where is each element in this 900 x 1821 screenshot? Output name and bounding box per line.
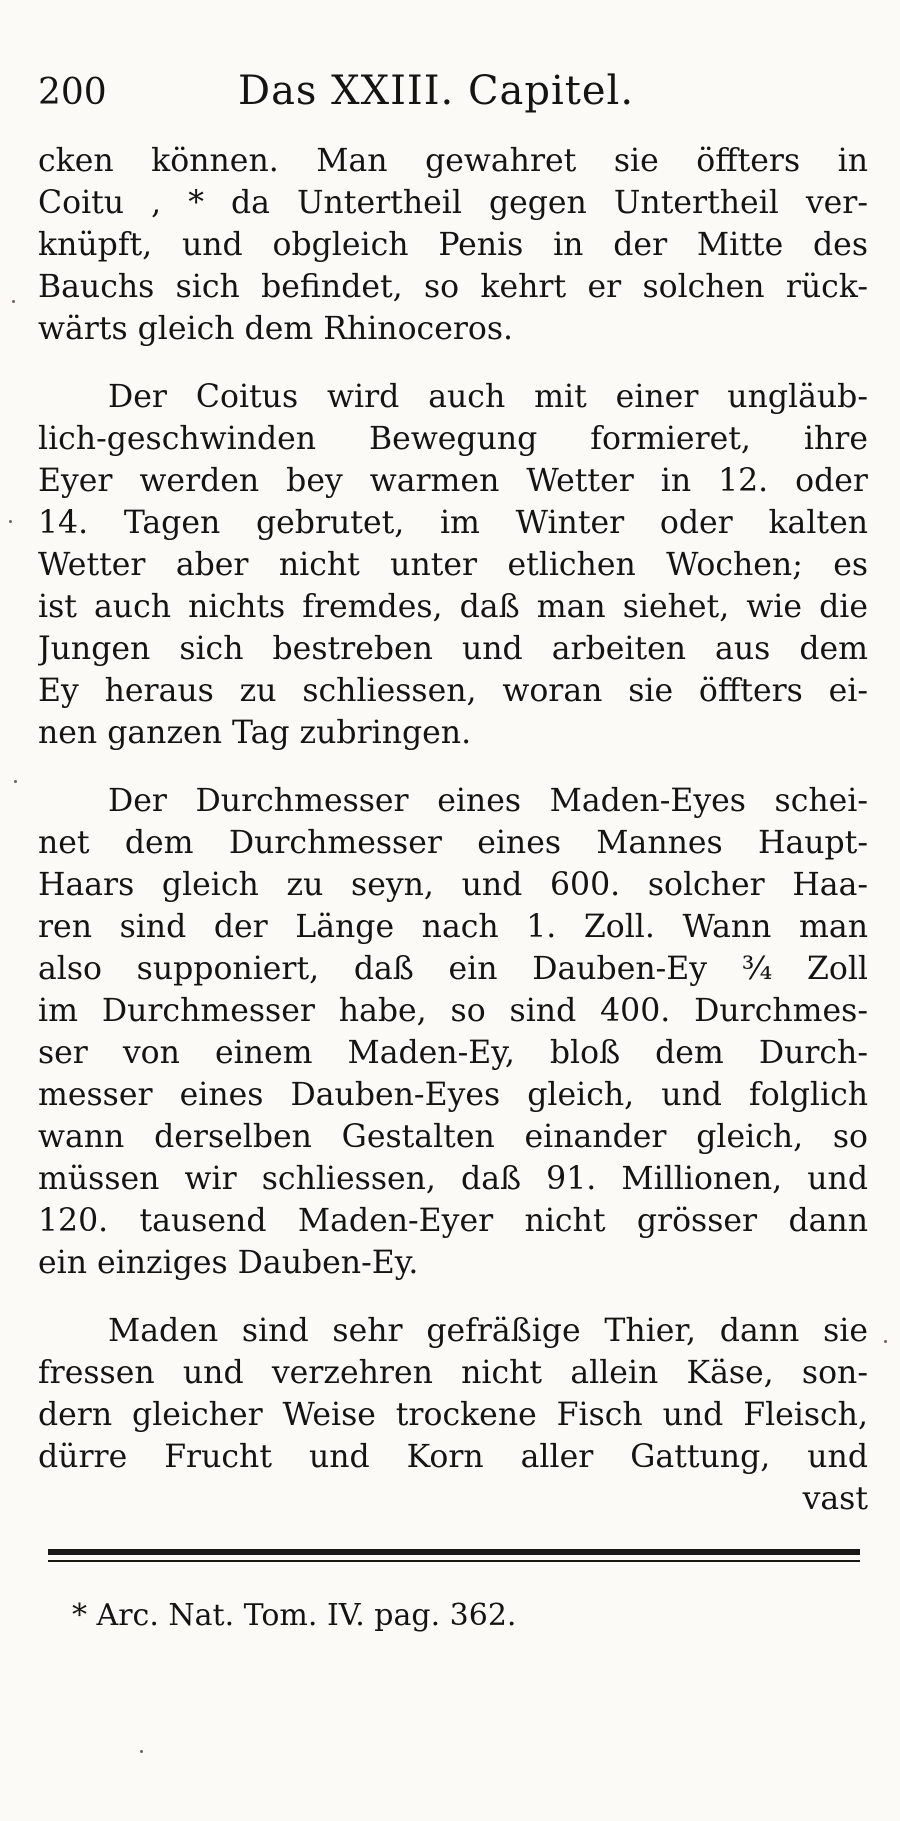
text-line: müssen wir schliessen, daß 91. Millionen, und [38,1161,868,1197]
paper-speck [12,300,15,303]
paper-speck [884,1340,887,1343]
paragraph [38,780,868,1284]
text-line: ein einziges Dauben-Ey. [38,1245,419,1281]
text-line: dern gleicher Weise trockene Fisch und Fleisch, [38,1397,868,1433]
text-line: Maden sind sehr gefräßige Thier, dann sie [108,1313,868,1349]
text-line: net dem Durchmesser eines Mannes Haupt- [38,825,868,861]
text-line: Der Coitus wird auch mit einer ungläub- [108,379,868,415]
page-number: 200 [38,72,107,113]
paper-speck [9,520,12,523]
paragraph [38,140,868,350]
text-line: Der Durchmesser eines Maden-Eyes schei- [108,783,868,819]
text-line: knüpft, und obgleich Penis in der Mitte des [38,227,868,263]
text-line: Wetter aber nicht unter etlichen Wochen; es [38,547,868,583]
text-line: messer eines Dauben-Eyes gleich, und folglich [38,1077,868,1113]
text-line: Jungen sich bestreben und arbeiten aus dem [38,631,868,667]
footnote-rule [48,1549,860,1555]
text-line: Ey heraus zu schliessen, woran sie öffters ei- [38,673,868,709]
text-line: ist auch nichts fremdes, daß man siehet, wie die [38,589,868,625]
text-line: fressen und verzehren nicht allein Käse, son- [38,1355,868,1391]
text-line: ren sind der Länge nach 1. Zoll. Wann man [38,909,868,945]
text-line: lich-geschwinden Bewegung formieret, ihre [38,421,868,457]
text-line: cken können. Man gewahret sie öffters in [38,143,868,179]
paper-speck [14,780,17,783]
text-line: 14. Tagen gebrutet, im Winter oder kalten [38,505,868,541]
text-line: ser von einem Maden-Ey, bloß dem Durch- [38,1035,868,1071]
page-header [38,64,858,124]
text-line: Eyer werden bey warmen Wetter in 12. oder [38,463,868,499]
text-line: also supponiert, daß ein Dauben-Ey ¾ Zoll [38,951,868,987]
footnote-rule-thin [48,1560,860,1562]
text-line: Coitu , * da Untertheil gegen Untertheil ver- [38,185,868,221]
text-line: dürre Frucht und Korn aller Gattung, und [38,1439,868,1475]
text-line: im Durchmesser habe, so sind 400. Durchmes- [38,993,868,1029]
text-line: Haars gleich zu seyn, und 600. solcher Haa- [38,867,868,903]
paragraph [38,376,868,754]
paper-speck [140,1750,143,1753]
footnote: * Arc. Nat. Tom. IV. pag. 362. [72,1598,517,1633]
text-line: 120. tausend Maden-Eyer nicht grösser dann [38,1203,868,1239]
text-line: wärts gleich dem Rhinoceros. [38,311,514,347]
body-text [38,140,868,1546]
text-line: wann derselben Gestalten einander gleich, so [38,1119,868,1155]
text-line: nen ganzen Tag zubringen. [38,715,472,751]
running-head: Das XXIII. Capitel. [238,68,635,114]
text-line: Bauchs sich befindet, so kehrt er solchen rück- [38,269,868,305]
catchword: vast [802,1481,868,1517]
paragraph [38,1310,868,1520]
